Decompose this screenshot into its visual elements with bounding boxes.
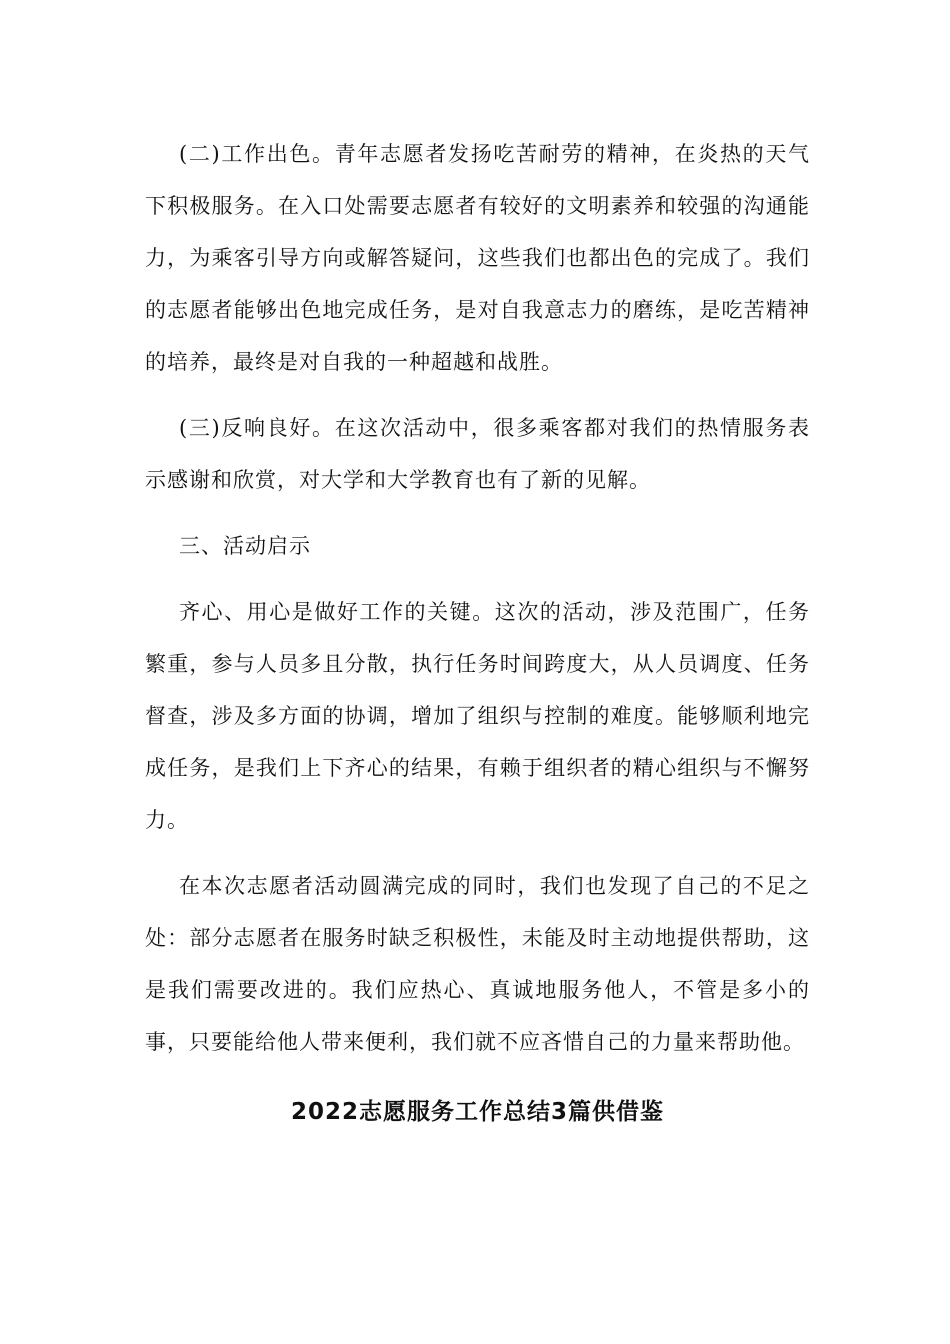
- paragraph-shortcomings: 在本次志愿者活动圆满完成的同时，我们也发现了自己的不足之处：部分志愿者在服务时缺乏积极性，未能及时主动地提供帮助，这是我们需要改进的。我们应热心、真诚地服务他人，不管是多小的事，只要能给他人带来便利，我们就不应吝惜自己的力量来帮助他。: [145, 874, 810, 1054]
- section-heading-activity-insights: 三、活动启示: [179, 534, 311, 558]
- document-body: [145, 128, 810, 1082]
- paragraph-unity-key: 齐心、用心是做好工作的关键。这次的活动，涉及范围广，任务繁重，参与人员多且分散，执行任务时间跨度大，从人员调度、任务督查，涉及多方面的协调，增加了组织与控制的难度。能够顺利地完成任务，是我们上下齐心的结果，有赖于组织者的精心组织与不懈努力。: [145, 600, 810, 832]
- paragraph-good-response: (三)反响良好。在这次活动中，很多乘客都对我们的热情服务表示感谢和欣赏，对大学和大学教育也有了新的见解。: [145, 416, 810, 492]
- paragraph-work-excellent: (二)工作出色。青年志愿者发扬吃苦耐劳的精神，在炎热的天气下积极服务。在入口处需要志愿者有较好的文明素养和较强的沟通能力，为乘客引导方向或解答疑问，这些我们也都出色的完成了。我们的志愿者能够出色地完成任务，是对自我意志力的磨练，是吃苦精神的培养，最终是对自我的一种超越和战胜。: [145, 142, 810, 374]
- document-title: 2022志愿服务工作总结3篇供借鉴: [290, 1099, 665, 1125]
